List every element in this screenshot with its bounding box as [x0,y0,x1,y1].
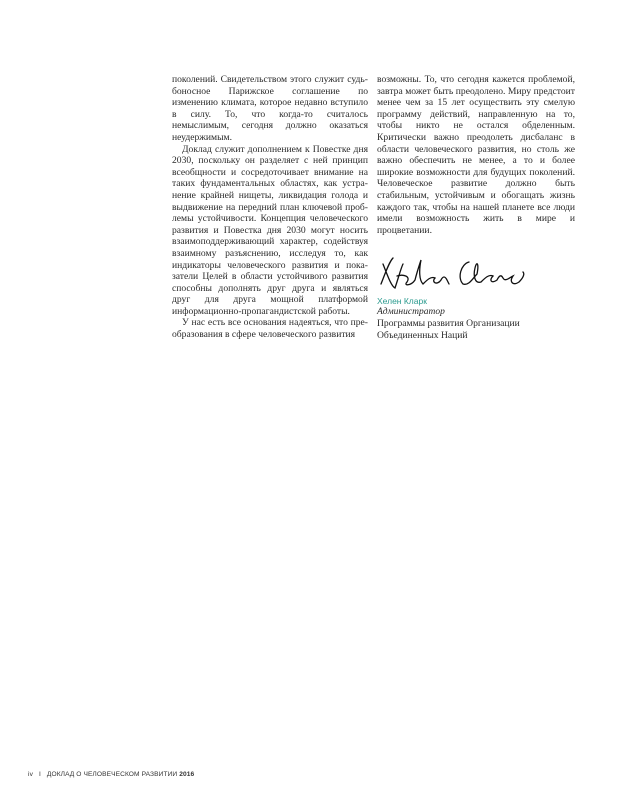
paragraph: Доклад служит дополнением к Повестке дня 2030, поскольку он разделяет с ней принцип всеобщности и сосредоточивает внимание на таких фундаментальных областях, как устранение крайней нищеты, ликвидация голода и выдвижение на передний план ключевой проблемы устойчивости. Концепция человеческого развития и Повестка дня 2030 могут носить взаимоподдерживающий характер, содействуя взаимному разъяснению, исследуя то, как индикаторы человеческого развития и показатели Целей в области устойчивого развития способны дополнять друг друга и являться друг для друга мощной платформой информационно-пропагандистской работы. [172,143,368,317]
left-column [172,74,368,341]
handwritten-signature-icon [377,254,537,296]
signature-image [377,254,575,294]
signatory-org-line1: Программы развития Организации [377,318,520,330]
footer-title: ДОКЛАД О ЧЕЛОВЕЧЕСКОМ РАЗВИТИИ [46,771,178,778]
signatory-org-line2: Объединенных Наций [377,329,468,341]
signatory-name: Хелен Кларк [377,296,427,307]
paragraph: возможны. То, что сегодня кажется проблемой, завтра может быть преодолено. Миру предстоит менее чем за 15 лет осуществить эту смелую программу действий, направленную на то, чтобы никто не остался обделенным. Критически важно преодолеть дисбаланс в области человеческого развития, но столь же важно обеспечить не менее, а то и более широкие возможности для будущих поколений. Человеческое развитие должно быть стабильным, устойчивым и обогащать жизнь каждого так, чтобы на нашей планете все люди имели возможность жить в мире и процветании. [377,74,575,236]
paragraph: поколений. Свидетельством этого служит судьбоносное Парижское соглашение по изменению климата, которое недавно вступило в силу. То, что когда-то считалось немыслимым, сегодня должно оказаться неудержимым. [172,74,368,143]
paragraph: У нас есть все основания надеяться, что преобразования в сфере человеческого развития [172,317,368,341]
signatory-role: Администратор [377,307,445,318]
footer-year: 2016 [179,771,195,778]
page-number: iv [28,771,33,778]
footer-separator: I [38,771,41,778]
right-column [377,74,575,341]
page-footer [28,771,194,778]
